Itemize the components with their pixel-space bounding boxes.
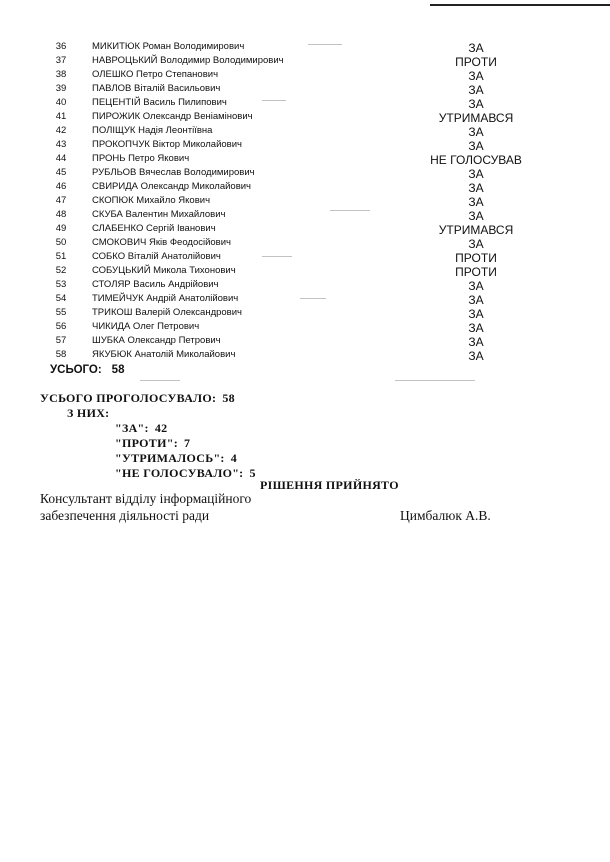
scan-smudge: [308, 44, 342, 45]
total-label: УСЬОГО:: [50, 364, 102, 376]
vote-result: ПРОТИ: [455, 265, 497, 279]
scan-smudge: [300, 298, 326, 299]
vote-row: [0, 320, 610, 334]
vote-row: [0, 124, 610, 138]
vote-row: [0, 68, 610, 82]
summary-not-voted: [115, 466, 256, 481]
summary-abstained-value: 4: [230, 451, 238, 465]
deputy-name: СКУБА Валентин Михайлович: [92, 209, 226, 220]
vote-result: ЗА: [468, 237, 484, 251]
summary-not-voted-value: 5: [249, 466, 256, 480]
vote-row: [0, 82, 610, 96]
deputy-name: СВИРИДА Олександр Миколайович: [92, 181, 251, 192]
vote-row: [0, 110, 610, 124]
deputy-number: 57: [55, 335, 67, 346]
deputy-name: ЯКУБЮК Анатолій Миколайович: [92, 349, 236, 360]
summary-for-value: 42: [154, 421, 168, 435]
scan-smudge: [262, 256, 292, 257]
vote-result: ПРОТИ: [455, 251, 497, 265]
deputy-name: ШУБКА Олександр Петрович: [92, 335, 221, 346]
deputy-number: 49: [55, 223, 67, 234]
signer-position-line2: забезпечення діяльності ради: [40, 508, 210, 523]
vote-row: [0, 334, 610, 348]
deputy-name: НАВРОЦЬКИЙ Володимир Володимирович: [92, 55, 284, 66]
summary-of-them: [67, 406, 109, 421]
vote-result: ЗА: [468, 181, 484, 195]
deputy-number: 51: [55, 251, 67, 262]
vote-result: ПРОТИ: [455, 55, 497, 69]
vote-result: ЗА: [468, 125, 484, 139]
deputy-number: 40: [55, 97, 67, 108]
summary-against-value: 7: [184, 436, 191, 450]
deputy-name: ПОЛІЩУК Надія Леонтіївна: [92, 125, 213, 136]
scan-smudge: [262, 100, 286, 101]
deputy-name: РУБЛЬОВ Вячеслав Володимирович: [92, 167, 255, 178]
deputy-name: ОЛЕШКО Петро Степанович: [92, 69, 219, 80]
deputy-number: 58: [55, 349, 67, 360]
vote-result: ЗА: [468, 279, 484, 293]
summary-abstained: [115, 451, 237, 466]
deputy-name: ПИРОЖИК Олександр Веніамінович: [92, 111, 253, 122]
total-line: [50, 364, 124, 376]
vote-result: ЗА: [468, 293, 484, 307]
deputy-name: СТОЛЯР Василь Андрійович: [92, 279, 219, 290]
summary-for: [115, 421, 167, 436]
vote-result: ЗА: [468, 69, 484, 83]
deputy-name: ТИМЕЙЧУК Андрій Анатолійович: [92, 293, 239, 304]
deputy-name: СЛАБЕНКО Сергій Іванович: [92, 223, 216, 234]
deputy-number: 39: [55, 83, 67, 94]
vote-row: [0, 250, 610, 264]
vote-result: УТРИМАВСЯ: [438, 111, 514, 125]
vote-result: ЗА: [468, 321, 484, 335]
vote-result: УТРИМАВСЯ: [438, 223, 514, 237]
summary-of-them-label: З НИХ:: [67, 406, 110, 420]
vote-row: [0, 40, 610, 54]
deputy-number: 44: [55, 153, 67, 164]
vote-row: [0, 96, 610, 110]
vote-result: НЕ ГОЛОСУВАВ: [430, 153, 522, 167]
vote-result: ЗА: [468, 349, 484, 363]
total-value: 58: [111, 364, 125, 376]
scan-smudge: [330, 210, 370, 211]
vote-row: [0, 54, 610, 68]
top-rule: [430, 4, 610, 6]
deputy-number: 41: [55, 111, 67, 122]
deputy-number: 52: [55, 265, 67, 276]
deputy-name: СОБКО Віталій Анатолійович: [92, 251, 221, 262]
scan-smudge: [395, 380, 475, 381]
vote-row: [0, 208, 610, 222]
summary-for-label: "ЗА":: [115, 421, 149, 435]
vote-row: [0, 194, 610, 208]
signer-name: Цимбалюк А.В.: [400, 508, 491, 523]
vote-result: ЗА: [468, 195, 484, 209]
deputy-number: 48: [55, 209, 67, 220]
summary-against-label: "ПРОТИ":: [115, 436, 178, 450]
deputy-number: 45: [55, 167, 67, 178]
scan-smudge: [140, 380, 180, 381]
vote-row: [0, 222, 610, 236]
summary-voted-value: 58: [222, 391, 235, 405]
summary-against: [115, 436, 190, 451]
vote-row: [0, 292, 610, 306]
signer-position-line1: Консультант відділу інформаційного: [40, 491, 252, 506]
decision-heading: РІШЕННЯ ПРИЙНЯТО: [260, 478, 399, 492]
deputy-number: 43: [55, 139, 67, 150]
vote-row: [0, 180, 610, 194]
deputy-number: 54: [55, 293, 67, 304]
deputy-name: МИКИТЮК Роман Володимирович: [92, 41, 245, 52]
vote-row: [0, 306, 610, 320]
deputy-name: ПРОНЬ Петро Якович: [92, 153, 190, 164]
vote-result: ЗА: [468, 97, 484, 111]
deputy-number: 37: [55, 55, 67, 66]
deputy-number: 36: [55, 41, 67, 52]
vote-row: [0, 138, 610, 152]
deputy-name: СОБУЦЬКИЙ Микола Тихонович: [92, 265, 236, 276]
vote-result: ЗА: [468, 167, 484, 181]
deputy-number: 47: [55, 195, 67, 206]
deputy-name: СМОКОВИЧ Яків Феодосійович: [92, 237, 231, 248]
deputy-number: 50: [55, 237, 67, 248]
vote-result: ЗА: [468, 139, 484, 153]
vote-result: ЗА: [468, 209, 484, 223]
deputy-name: ПАВЛОВ Віталій Васильович: [92, 83, 221, 94]
deputy-number: 56: [55, 321, 67, 332]
vote-row: [0, 348, 610, 362]
deputy-number: 53: [55, 279, 67, 290]
vote-row: [0, 236, 610, 250]
deputy-number: 46: [55, 181, 67, 192]
summary-not-voted-label: "НЕ ГОЛОСУВАЛО":: [115, 466, 244, 480]
vote-result: ЗА: [468, 307, 484, 321]
vote-row: [0, 166, 610, 180]
summary-voted: [40, 391, 235, 406]
deputy-name: СКОПЮК Михайло Якович: [92, 195, 211, 206]
summary-voted-label: УСЬОГО ПРОГОЛОСУВАЛО:: [40, 391, 217, 405]
vote-row: [0, 264, 610, 278]
deputy-name: ПРОКОПЧУК Віктор Миколайович: [92, 139, 242, 150]
vote-result: ЗА: [468, 335, 484, 349]
deputy-name: ЧИКИДА Олег Петрович: [92, 321, 200, 332]
vote-result: ЗА: [468, 41, 484, 55]
summary-abstained-label: "УТРИМАЛОСЬ":: [115, 451, 225, 465]
deputy-number: 42: [55, 125, 67, 136]
deputy-name: ПЕЦЕНТІЙ Василь Пилипович: [92, 97, 227, 108]
deputy-number: 38: [55, 69, 67, 80]
vote-row: [0, 278, 610, 292]
deputy-number: 55: [55, 307, 67, 318]
vote-result: ЗА: [468, 83, 484, 97]
deputy-name: ТРИКОШ Валерій Олександрович: [92, 307, 242, 318]
vote-row: [0, 152, 610, 166]
vote-table: [0, 40, 610, 362]
